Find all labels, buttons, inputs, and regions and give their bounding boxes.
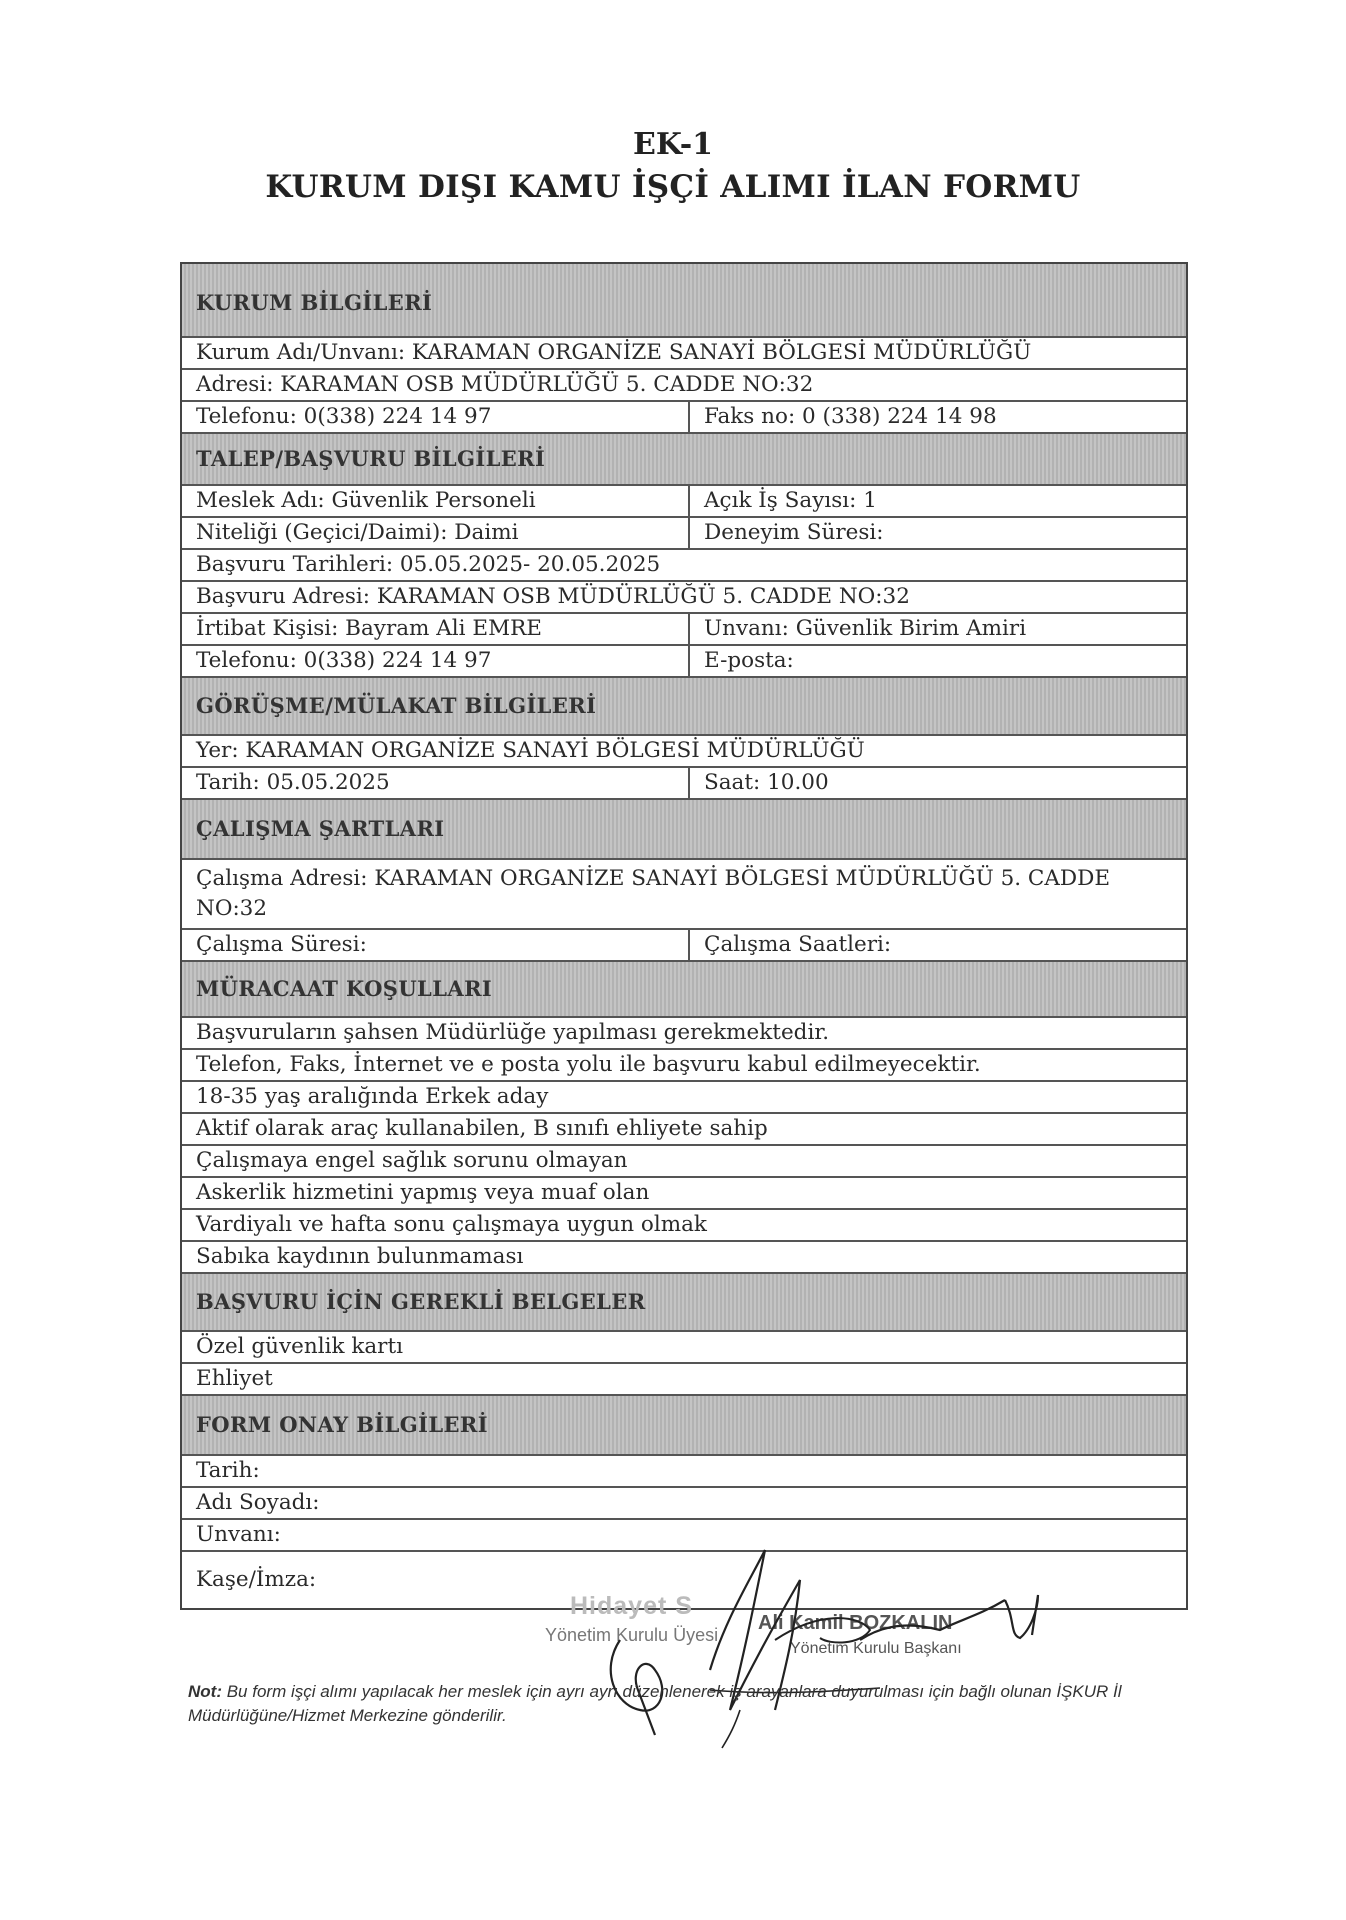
stamp-right-name: Ali Kamil BOZKALIN (758, 1612, 953, 1634)
talep-meslek: Meslek Adı: Güvenlik Personeli (182, 486, 690, 516)
row-kurum-address (182, 370, 1186, 402)
calisma-suresi: Çalışma Süresi: (182, 930, 690, 960)
list-item (182, 1146, 1186, 1178)
list-item (182, 1114, 1186, 1146)
talep-adres: Başvuru Adresi: KARAMAN OSB MÜDÜRLÜĞÜ 5. CADDE NO:32 (196, 584, 910, 609)
talep-unvan: Unvanı: Güvenlik Birim Amiri (704, 616, 1027, 641)
calisma-saatleri: Çalışma Saatleri: (704, 932, 892, 957)
row-calisma-adres (182, 860, 1186, 930)
row-gorusme-tarih (182, 768, 1186, 800)
talep-acik-is: Açık İş Sayısı: 1 (704, 488, 877, 513)
muracaat-item: Sabıka kaydının bulunmaması (196, 1244, 524, 1269)
section-kurum-heading: KURUM BİLGİLERİ (182, 264, 1186, 338)
stamp-right-title: Yönetim Kurulu Başkanı (790, 1640, 962, 1657)
talep-tarihler: Başvuru Tarihleri: 05.05.2025- 20.05.2025 (196, 552, 661, 577)
muracaat-item: Aktif olarak araç kullanabilen, B sınıfı ehliyete sahip (196, 1116, 768, 1141)
row-kurum-contact (182, 402, 1186, 434)
talep-irtibat: İrtibat Kişisi: Bayram Ali EMRE (182, 614, 690, 644)
row-talep-nitelik (182, 518, 1186, 550)
footnote-text: Bu form işçi alımı yapılacak her meslek için ayrı ayrı düzenlenerek iş arayanlara duyurulması için bağlı olunan İŞKUR İl Müdürlüğüne/Hizmet Merkezine gönderilir. (188, 1682, 1122, 1725)
onay-kase-imza: Kaşe/İmza: (196, 1567, 317, 1592)
row-onay-tarih (182, 1456, 1186, 1488)
list-item (182, 1050, 1186, 1082)
section-calisma-heading: ÇALIŞMA ŞARTLARI (182, 800, 1186, 860)
document-code: EK-1 (632, 127, 714, 162)
document-header (0, 125, 1346, 209)
stamp-left-name: Hidayet S (570, 1592, 693, 1620)
row-kurum-name (182, 338, 1186, 370)
talep-telefon: Telefonu: 0(338) 224 14 97 (182, 646, 690, 676)
onay-tarih: Tarih: (196, 1458, 260, 1483)
row-onay-adi (182, 1488, 1186, 1520)
kurum-address: Adresi: KARAMAN OSB MÜDÜRLÜĞÜ 5. CADDE NO:32 (196, 372, 814, 397)
row-talep-meslek (182, 486, 1186, 518)
talep-eposta: E-posta: (704, 648, 794, 673)
list-item (182, 1018, 1186, 1050)
kurum-fax: Faks no: 0 (338) 224 14 98 (704, 404, 997, 429)
list-item (182, 1364, 1186, 1396)
section-onay-heading: FORM ONAY BİLGİLERİ (182, 1396, 1186, 1456)
gorusme-tarih: Tarih: 05.05.2025 (182, 768, 690, 798)
section-talep-heading: TALEP/BAŞVURU BİLGİLERİ (182, 434, 1186, 486)
footnote-label: Not: (188, 1682, 222, 1701)
row-calisma-sure (182, 930, 1186, 962)
footnote (188, 1680, 1198, 1728)
list-item (182, 1332, 1186, 1364)
stamp-left-title: Yönetim Kurulu Üyesi (545, 1625, 719, 1645)
list-item (182, 1242, 1186, 1274)
list-item (182, 1082, 1186, 1114)
onay-adi-soyadi: Adı Soyadı: (196, 1490, 320, 1515)
talep-niteligi: Niteliği (Geçici/Daimi): Daimi (182, 518, 690, 548)
row-talep-adres (182, 582, 1186, 614)
muracaat-item: Çalışmaya engel sağlık sorunu olmayan (196, 1148, 628, 1173)
gorusme-saat: Saat: 10.00 (704, 770, 829, 795)
onay-unvani: Unvanı: (196, 1522, 281, 1547)
announcement-form (180, 262, 1188, 1610)
belge-item: Özel güvenlik kartı (196, 1334, 403, 1359)
row-talep-tarihler (182, 550, 1186, 582)
belge-item: Ehliyet (196, 1366, 273, 1391)
kurum-name: Kurum Adı/Unvanı: KARAMAN ORGANİZE SANAYİ BÖLGESİ MÜDÜRLÜĞÜ (196, 340, 1032, 365)
list-item (182, 1178, 1186, 1210)
section-muracaat-heading: MÜRACAAT KOŞULLARI (182, 962, 1186, 1018)
muracaat-item: Askerlik hizmetini yapmış veya muaf olan (196, 1180, 650, 1205)
kurum-phone: Telefonu: 0(338) 224 14 97 (182, 402, 690, 432)
document-title: KURUM DIŞI KAMU İŞÇİ ALIMI İLAN FORMU (265, 169, 1081, 205)
gorusme-yer: Yer: KARAMAN ORGANİZE SANAYİ BÖLGESİ MÜDÜRLÜĞÜ (196, 738, 865, 763)
row-talep-telefon (182, 646, 1186, 678)
row-gorusme-yer (182, 736, 1186, 768)
muracaat-item: 18-35 yaş aralığında Erkek aday (196, 1084, 549, 1109)
muracaat-item: Telefon, Faks, İnternet ve e posta yolu ile başvuru kabul edilmeyecektir. (196, 1052, 981, 1077)
muracaat-item: Başvuruların şahsen Müdürlüğe yapılması gerekmektedir. (196, 1020, 830, 1045)
muracaat-item: Vardiyalı ve hafta sonu çalışmaya uygun olmak (196, 1212, 707, 1237)
section-gorusme-heading: GÖRÜŞME/MÜLAKAT BİLGİLERİ (182, 678, 1186, 736)
talep-deneyim: Deneyim Süresi: (704, 520, 884, 545)
list-item (182, 1210, 1186, 1242)
calisma-adres: Çalışma Adresi: KARAMAN ORGANİZE SANAYİ BÖLGESİ MÜDÜRLÜĞÜ 5. CADDE NO:32 (196, 866, 1111, 921)
row-talep-irtibat (182, 614, 1186, 646)
section-belgeler-heading: BAŞVURU İÇİN GEREKLİ BELGELER (182, 1274, 1186, 1332)
